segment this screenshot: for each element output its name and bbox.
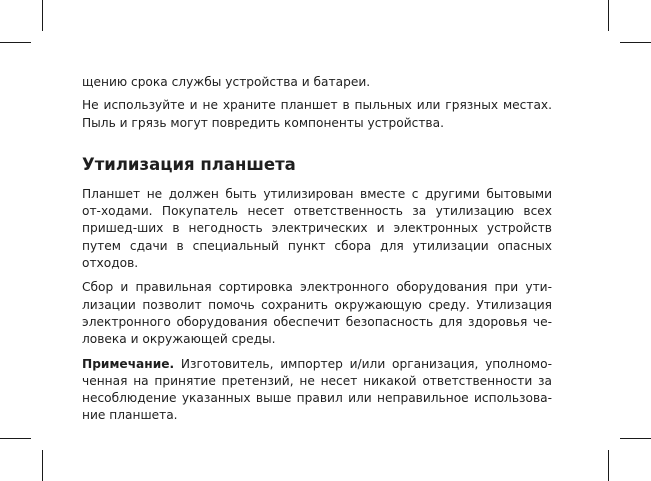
section-heading: Утилизация планшета [82,154,296,174]
paragraph-recycling: Сбор и правильная сортировка электронного оборудования при ути-лизации позволит помочь сохранить окружающую среду. Утилизация электронного оборудования обеспечит безопасность для здоровья че-ловека и окружающей среды. [82,280,552,347]
crop-mark-bottom-left [42,450,43,481]
paragraph-disposal: Планшет не должен быть утилизирован вместе с другими бытовыми от-ходами. Покупатель несет ответственность за утилизацию всех пришед-ших в негодность электрических и электронных устройств путем сдачи в специальный пункт сбора для утилизации опасных отходов. [82,186,552,271]
paragraph-continuation: щению срока службы устройства и батареи. [82,75,371,89]
crop-mark-top-left [42,0,43,31]
paragraph-note [82,356,552,425]
crop-mark-left-bottom [0,438,31,439]
page-content [82,74,552,432]
crop-mark-left-top [0,42,31,43]
crop-mark-top-right [608,0,609,31]
note-label: Примечание. [82,356,175,371]
crop-mark-bottom-right [608,450,609,481]
paragraph-dust-warning: Не используйте и не храните планшет в пыльных или грязных местах. Пыль и грязь могут повредить компоненты устройства. [82,98,552,130]
note-text: Изготовитель, импортер и/или организация, уполномо-ченная на принятие претензий, не несет никакой ответственности за несоблюдение указанных выше правил или неправильное использова-ние планшета. [82,356,552,423]
crop-mark-right-bottom [620,438,651,439]
crop-mark-right-top [620,42,651,43]
